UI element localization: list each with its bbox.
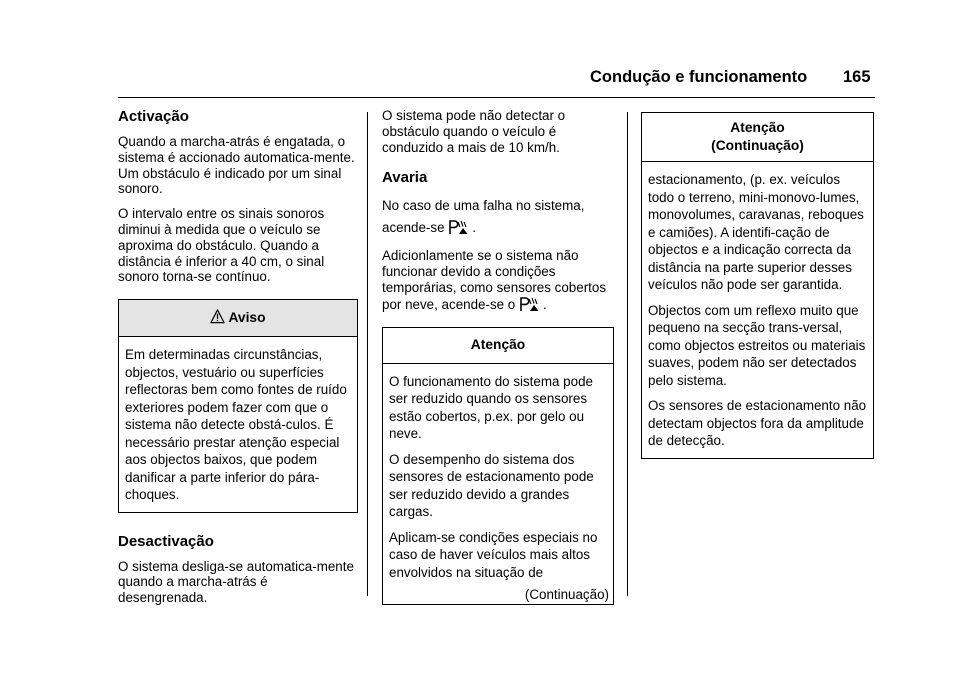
caution-text: O desempenho do sistema dos sensores de estacionamento pode ser reduzido devido a grandes cargas. xyxy=(389,451,594,520)
text-span: . xyxy=(472,220,476,236)
caution-box-header: Atenção xyxy=(383,328,613,364)
page-number: 165 xyxy=(843,68,871,86)
caution-box-continued xyxy=(641,112,874,459)
warning-box-title: Aviso xyxy=(228,310,266,326)
caution-subtitle: (Continuação) xyxy=(711,138,804,153)
continued-label: (Continuação) xyxy=(524,587,609,603)
park-assist-icon xyxy=(448,219,472,235)
caution-text: O funcionamento do sistema pode ser reduzido quando os sensores estão cobertos, p.ex. por gelo ou neve. xyxy=(389,373,593,442)
warning-box-header xyxy=(119,300,357,337)
caution-box-continued-header xyxy=(642,113,873,162)
header-rule xyxy=(118,97,875,98)
column-2 xyxy=(382,108,614,605)
warning-box xyxy=(118,299,358,513)
column-1 xyxy=(118,108,358,615)
caution-text: Objectos com um reflexo muito que pequeno na secção trans-versal, como objectos estreitos ou materiais suaves, podem não ser detectados pelo sistema. xyxy=(648,302,866,388)
paragraph: O sistema pode não detectar o obstáculo quando o veículo é conduzido a mais de 10 km/h. xyxy=(382,108,566,155)
caution-box-body xyxy=(383,364,613,584)
paragraph: O intervalo entre os sinais sonoros diminui à medida que o veículo se aproxima do obstáculo. Quando a distância é inferior a 40 cm, o sinal sonoro torna-se contínuo. xyxy=(118,206,325,285)
section-title-activacao: Activação xyxy=(118,108,189,125)
caution-text: estacionamento, (p. ex. veículos todo o terreno, mini-monovo-lumes, monovolumes, caravanas, reboques e camiões). A identifi-cação de objectos e a indicação correcta da distância na parte superior desses veículos não pode ser garantida. xyxy=(648,172,864,292)
column-divider-1 xyxy=(367,112,368,596)
caution-box xyxy=(382,327,614,606)
column-3 xyxy=(641,112,874,459)
caution-text: Aplicam-se condições especiais no caso de haver veículos mais altos envolvidos na situação de xyxy=(389,529,598,580)
text-span: No caso de uma falha no sistema, acende-se xyxy=(382,198,585,236)
text-span: . xyxy=(542,296,547,312)
paragraph: O sistema desliga-se automatica-mente quando a marcha-atrás é desengrenada. xyxy=(118,558,354,606)
park-assist-icon xyxy=(519,296,543,312)
caution-text: Os sensores de estacionamento não detectam objectos fora da amplitude de detecção. xyxy=(648,398,867,448)
section-title-avaria: Avaria xyxy=(382,169,428,187)
caution-title: Atenção xyxy=(730,120,785,135)
column-divider-2 xyxy=(627,112,628,596)
page-header-title: Condução e funcionamento xyxy=(590,68,808,86)
text-span: Adicionlamente se o sistema não funcionar devido a condições temporárias, como sensores cobertos por neve, acende-se o xyxy=(382,248,607,312)
paragraph: Quando a marcha-atrás é engatada, o sistema é accionado automatica-mente. Um obstáculo é indicado por um sinal sonoro. xyxy=(118,134,355,197)
warning-text: Em determinadas circunstâncias, objectos, vestuário ou superfícies reflectoras bem como fontes de ruído exteriores podem fazer com que o sistema não detecte obstá-culos. É necessário prestar atenção especial aos objectos baixos, que podem danificar a parte inferior do pára-choques. xyxy=(125,347,347,503)
paragraph-avaria-1 xyxy=(382,195,614,239)
warning-box-body xyxy=(119,337,357,512)
caution-box-continued-body xyxy=(642,162,873,458)
section-title-desactivacao: Desactivação xyxy=(118,532,214,550)
paragraph-avaria-2 xyxy=(382,248,614,312)
warning-icon xyxy=(210,309,225,324)
